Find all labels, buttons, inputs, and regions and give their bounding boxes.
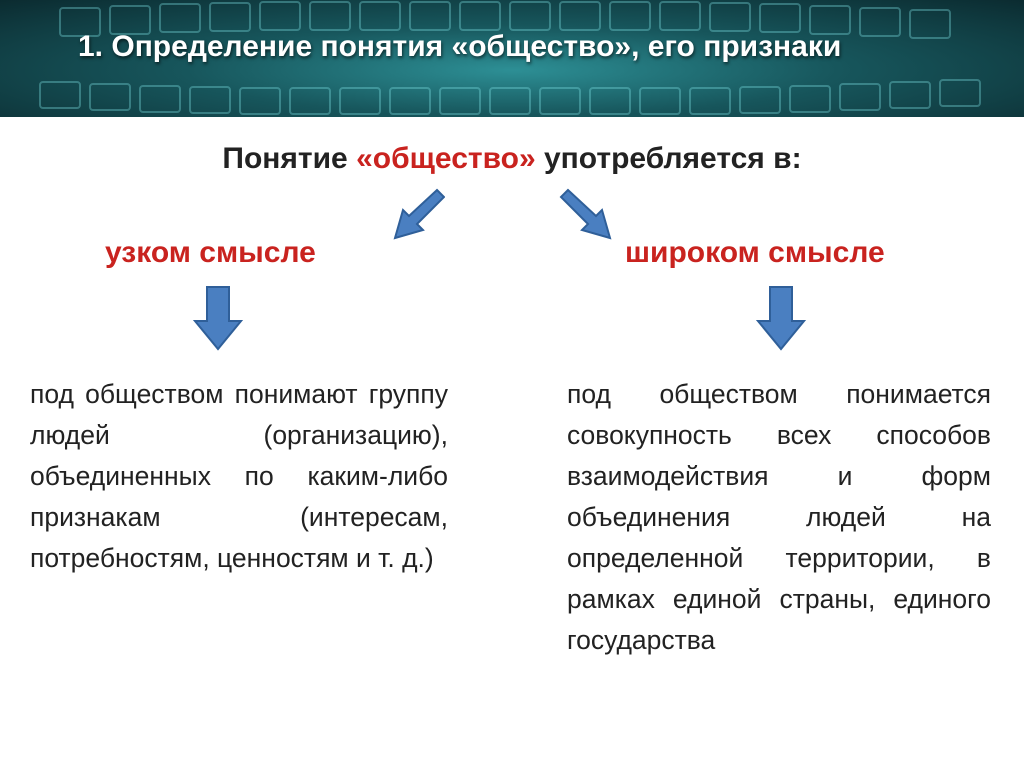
narrow-sense-label: узком смысле	[105, 236, 316, 269]
slide-title: 1. Определение понятия «общество», его признаки	[78, 30, 842, 63]
arrow-down-left-icon	[385, 186, 445, 242]
arrow-down-right-icon	[558, 186, 620, 242]
intro-suffix: употребляется в:	[535, 142, 802, 175]
broad-sense-label: широком смысле	[625, 236, 885, 269]
intro-sentence	[0, 142, 1024, 176]
arrow-down-icon	[192, 285, 244, 353]
narrow-sense-description: под обществом понимают группу людей (организацию), объединенных по каким-либо признакам (интересам, потребностям, ценностям и т. д.)	[30, 379, 448, 573]
broad-sense-description: под обществом понимается совокупность всех способов взаимодействия и форм объединения людей на определенной территории, в рамках единой страны, единого государства	[567, 379, 991, 655]
arrow-down-icon	[755, 285, 807, 353]
intro-accent-term: «общество»	[356, 142, 536, 175]
intro-prefix: Понятие	[222, 142, 357, 175]
slide-header	[0, 0, 1024, 117]
